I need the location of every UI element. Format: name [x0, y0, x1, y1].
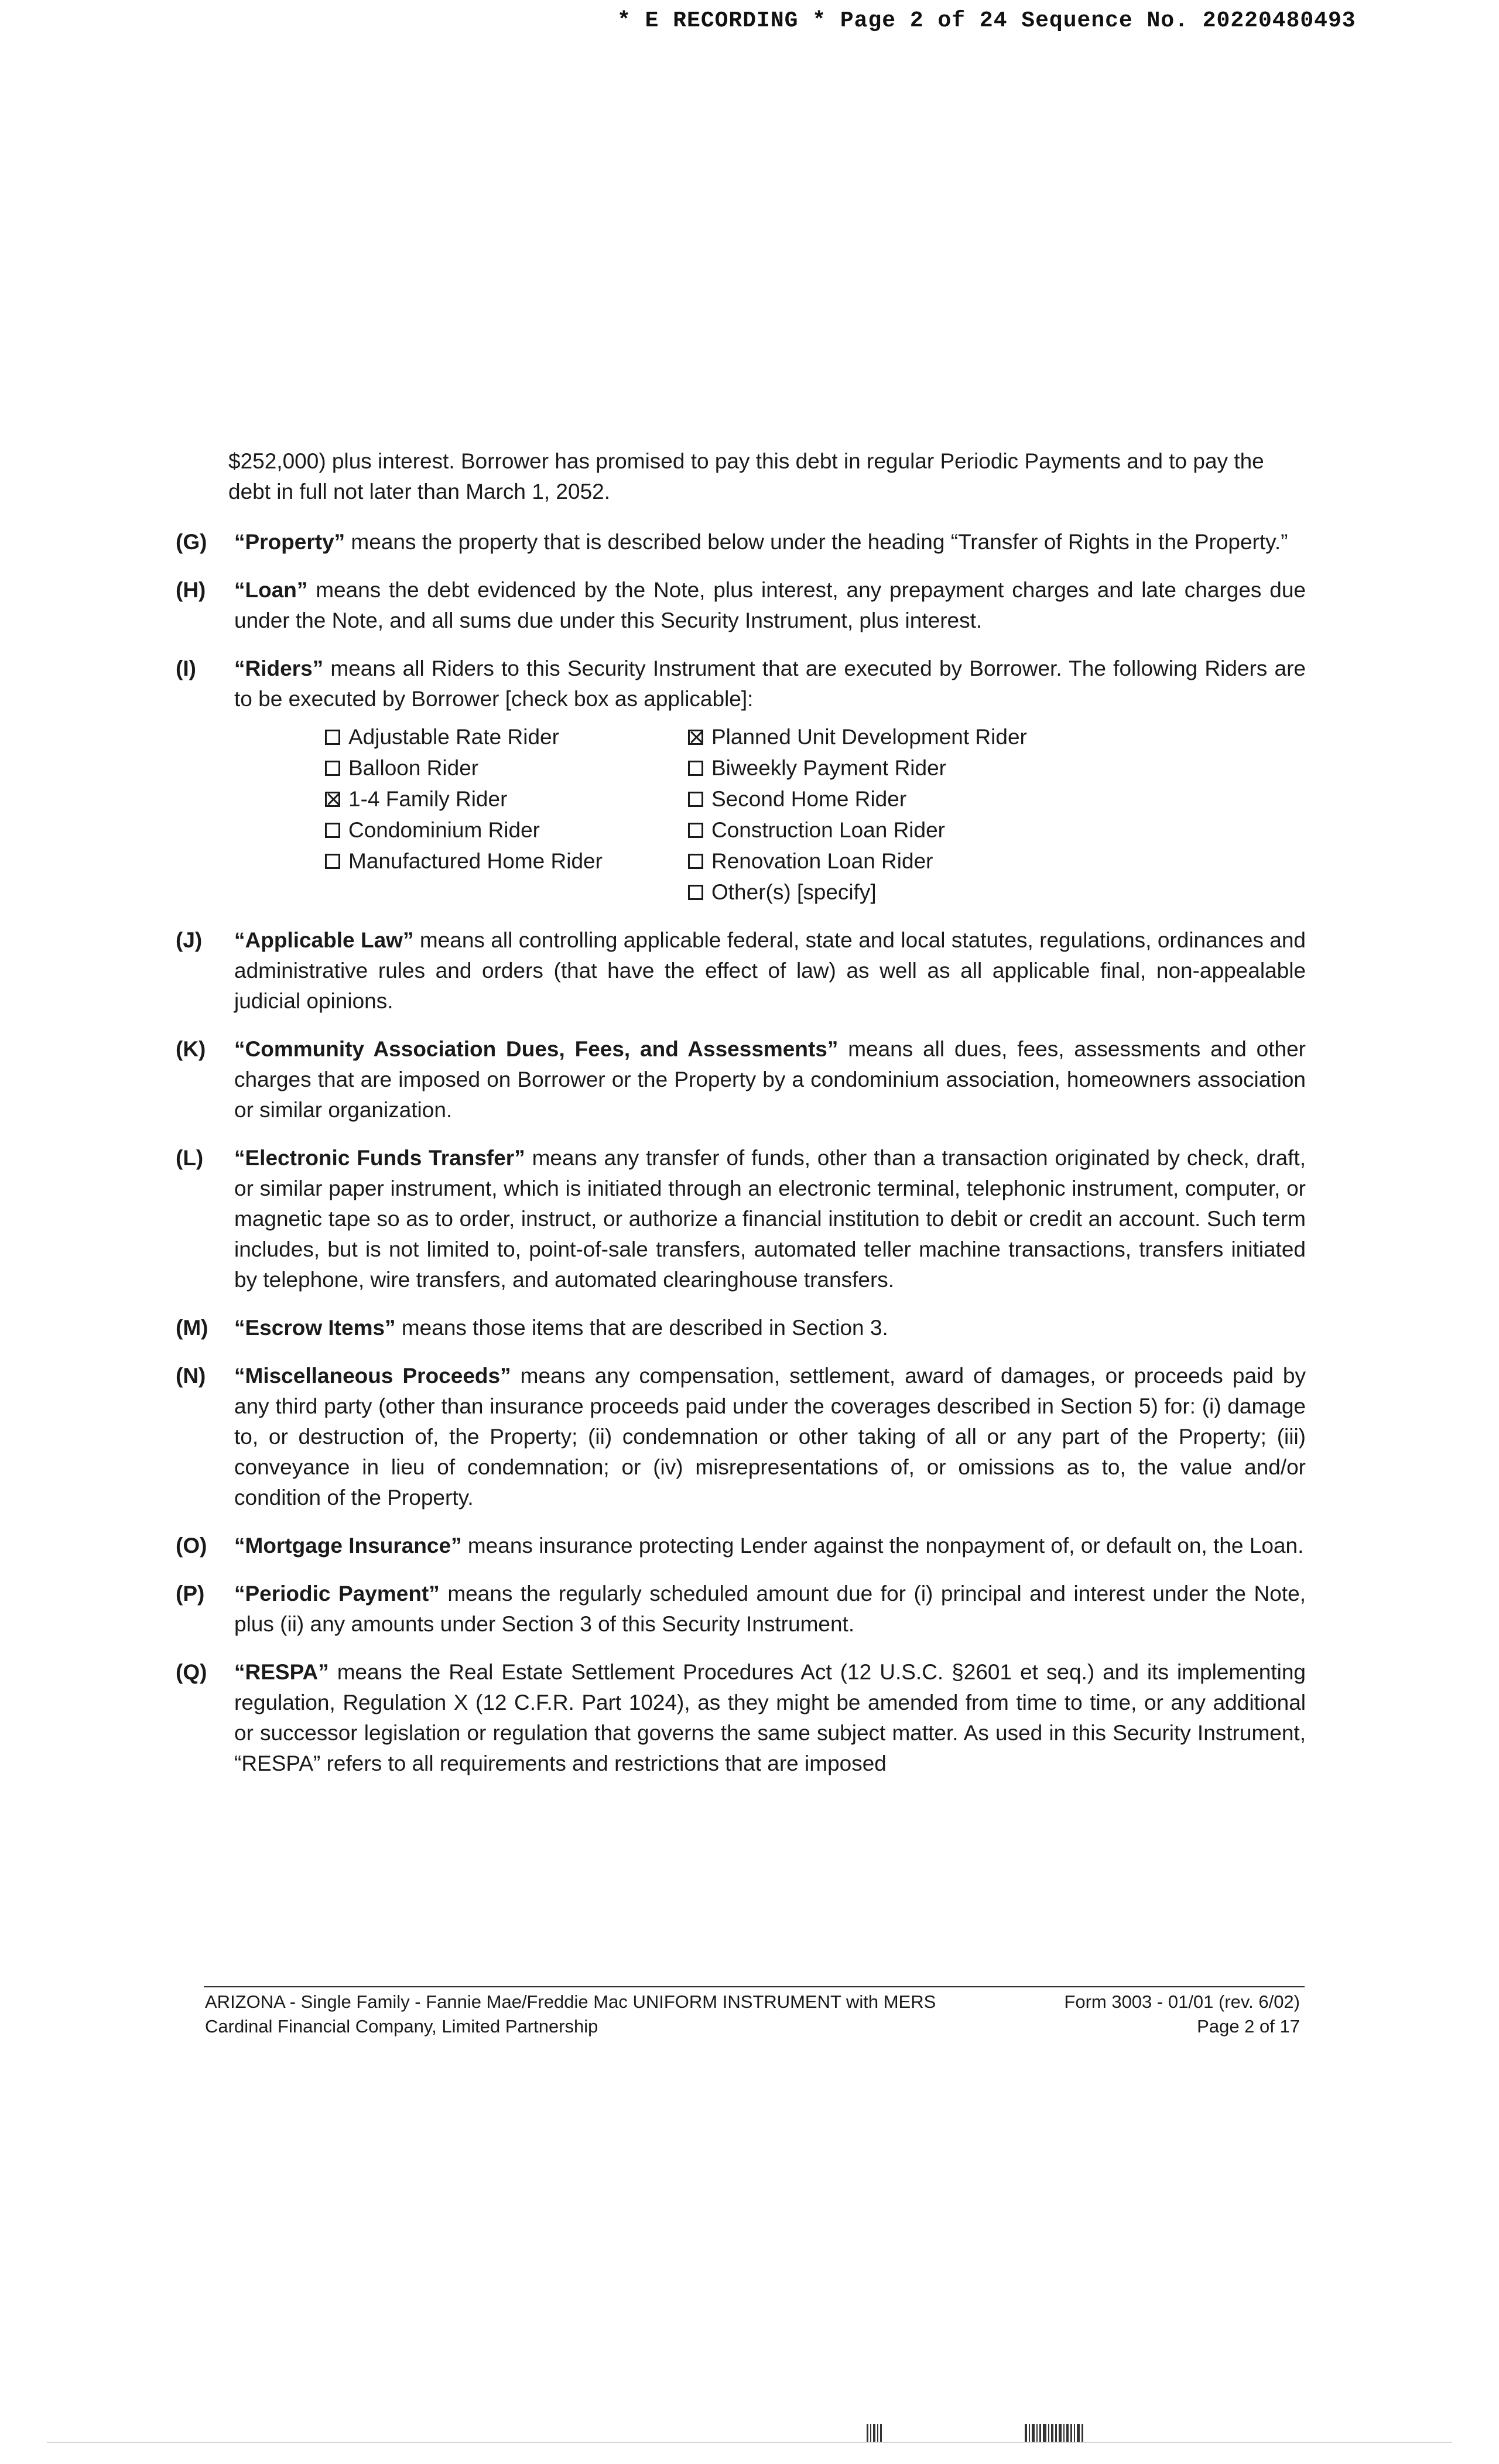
section-label: (I) [176, 656, 196, 680]
section-l [176, 1143, 1306, 1295]
checkbox-icon[interactable] [325, 730, 340, 745]
rider-label: Renovation Loan Rider [711, 849, 933, 873]
checkbox-icon[interactable] [688, 761, 703, 776]
recording-header: * E RECORDING * Page 2 of 24 Sequence No. 20220480493 [617, 8, 1356, 33]
defined-term: “Periodic Payment” [234, 1582, 440, 1606]
section-label: (Q) [176, 1660, 207, 1684]
section-o [176, 1531, 1306, 1561]
section-label: (N) [176, 1364, 206, 1388]
defined-term: “Mortgage Insurance” [234, 1534, 462, 1558]
rider-label: Other(s) [specify] [711, 880, 877, 904]
definition-text: means any transfer of funds, other than a transaction originated by check, draft, or similar paper instrument, which is initiated through an electronic terminal, telephonic instrument, computer, or magnetic tape so as to order, instruct, or authorize a financial institution to debit or credit an account. Such term includes, but is not limited to, point-of-sale transfers, automated teller machine transactions, transfers initiated by telephone, wire transfers, and automated clearinghouse transfers. [234, 1146, 1306, 1292]
footer-right [1064, 1990, 1300, 2039]
footer-left [205, 1990, 936, 2039]
section-n [176, 1361, 1306, 1513]
riders-column-left [325, 721, 688, 908]
section-label: (O) [176, 1534, 207, 1558]
checkbox-icon[interactable] [688, 823, 703, 838]
rider-condominium [325, 815, 688, 846]
section-label: (H) [176, 578, 206, 602]
defined-term: “Loan” [234, 578, 308, 602]
rider-planned-unit [688, 721, 1051, 752]
rider-renovation-loan [688, 846, 1051, 877]
rider-label: Planned Unit Development Rider [711, 725, 1027, 749]
definition-text: means any compensation, settlement, award of damages, or proceeds paid by any third party (other than insurance proceeds paid under the coverages described in Section 5) for: (i) damage to, or destruction of, the Property; (ii) condemnation or other taking of all or any part of the Property; (iii) conveyance in lieu of condemnation; or (iv) misrepresentations of, or omissions as to, the value and/or condition of the Property. [234, 1364, 1306, 1510]
definition-text: means all controlling applicable federal, state and local statutes, regulations, ordinances and administrative rules and orders (that have the effect of law) as well as all applicable final, non-appealable judicial opinions. [234, 928, 1306, 1013]
section-label: (K) [176, 1037, 206, 1061]
rider-manufactured-home [325, 846, 688, 877]
rider-label: Balloon Rider [348, 756, 479, 780]
checkbox-icon[interactable] [688, 885, 703, 900]
rider-adjustable-rate [325, 721, 688, 752]
definition-text: means all Riders to this Security Instrument that are executed by Borrower. The following Riders are to be executed by Borrower [check box as applicable]: [234, 656, 1306, 711]
rider-other [688, 877, 1051, 908]
checkbox-icon[interactable] [688, 854, 703, 869]
page-number: Page 2 of 17 [1197, 2016, 1300, 2037]
section-label: (J) [176, 928, 203, 952]
rider-second-home [688, 783, 1051, 815]
rider-label: Manufactured Home Rider [348, 849, 603, 873]
section-h [176, 575, 1306, 636]
definition-text: means insurance protecting Lender against the nonpayment of, or default on, the Loan. [461, 1534, 1304, 1558]
defined-term: “Community Association Dues, Fees, and Assessments” [234, 1037, 839, 1061]
section-i [176, 653, 1306, 714]
checkbox-icon[interactable] [325, 854, 340, 869]
checked-checkbox-icon[interactable] [688, 730, 703, 745]
definition-text: means the debt evidenced by the Note, plus interest, any prepayment charges and late charges due under the Note, and all sums due under this Security Instrument, plus interest. [234, 578, 1306, 632]
checkbox-icon[interactable] [688, 792, 703, 807]
scan-barcode-strip [1025, 2424, 1083, 2442]
definition-text: means the property that is described below under the heading “Transfer of Rights in the Property.” [345, 530, 1288, 554]
rider-label: Second Home Rider [711, 787, 907, 811]
rider-label: Construction Loan Rider [711, 818, 945, 842]
lender-name: Cardinal Financial Company, Limited Partnership [205, 2016, 598, 2037]
rider-construction-loan [688, 815, 1051, 846]
defined-term: “Electronic Funds Transfer” [234, 1146, 525, 1170]
form-title: ARIZONA - Single Family - Fannie Mae/Freddie Mac UNIFORM INSTRUMENT with MERS [205, 1991, 936, 2012]
definition-text: means all dues, fees, assessments and other charges that are imposed on Borrower or the Property by a condominium association, homeowners association or similar organization. [234, 1037, 1306, 1122]
section-m [176, 1313, 1306, 1343]
rider-label: 1-4 Family Rider [348, 787, 508, 811]
definition-text: means the regularly scheduled amount due for (i) principal and interest under the Note, plus (ii) any amounts under Section 3 of this Security Instrument. [234, 1582, 1306, 1636]
scan-barcode-mark [867, 2424, 882, 2442]
checkbox-icon[interactable] [325, 761, 340, 776]
rider-1-4-family [325, 783, 688, 815]
rider-biweekly [688, 752, 1051, 783]
riders-column-right [688, 721, 1051, 908]
rider-label: Biweekly Payment Rider [711, 756, 946, 780]
section-label: (L) [176, 1146, 204, 1170]
defined-term: “Escrow Items” [234, 1316, 396, 1340]
intro-paragraph: $252,000) plus interest. Borrower has promised to pay this debt in regular Periodic Payments and to pay the debt in full not later than March 1, 2052. [228, 449, 1264, 504]
section-label: (M) [176, 1316, 208, 1340]
defined-term: “Riders” [234, 656, 324, 680]
footer-divider [204, 1986, 1305, 1987]
rider-balloon [325, 752, 688, 783]
definition-text: means those items that are described in Section 3. [395, 1316, 888, 1340]
rider-label: Condominium Rider [348, 818, 540, 842]
form-number: Form 3003 - 01/01 (rev. 6/02) [1064, 1991, 1300, 2012]
defined-term: “RESPA” [234, 1660, 329, 1684]
defined-term: “Miscellaneous Proceeds” [234, 1364, 511, 1388]
defined-term: “Property” [234, 530, 345, 554]
rider-label: Adjustable Rate Rider [348, 725, 559, 749]
document-body [176, 446, 1306, 1796]
definition-text: means the Real Estate Settlement Procedures Act (12 U.S.C. §2601 et seq.) and its implementing regulation, Regulation X (12 C.F.R. Part 1024), as they might be amended from time to time, or any additional or successor legislation or regulation that governs the same subject matter. As used in this Security Instrument, “RESPA” refers to all requirements and restrictions that are imposed [234, 1660, 1306, 1775]
checkbox-icon[interactable] [325, 823, 340, 838]
riders-checklist [176, 721, 1306, 908]
scan-artifact-line [47, 2442, 1452, 2443]
section-g [176, 527, 1306, 557]
checked-checkbox-icon[interactable] [325, 792, 340, 807]
defined-term: “Applicable Law” [234, 928, 414, 952]
section-label: (G) [176, 530, 207, 554]
section-p [176, 1579, 1306, 1640]
section-q [176, 1657, 1306, 1779]
section-j [176, 925, 1306, 1017]
section-k [176, 1034, 1306, 1125]
section-label: (P) [176, 1582, 205, 1606]
